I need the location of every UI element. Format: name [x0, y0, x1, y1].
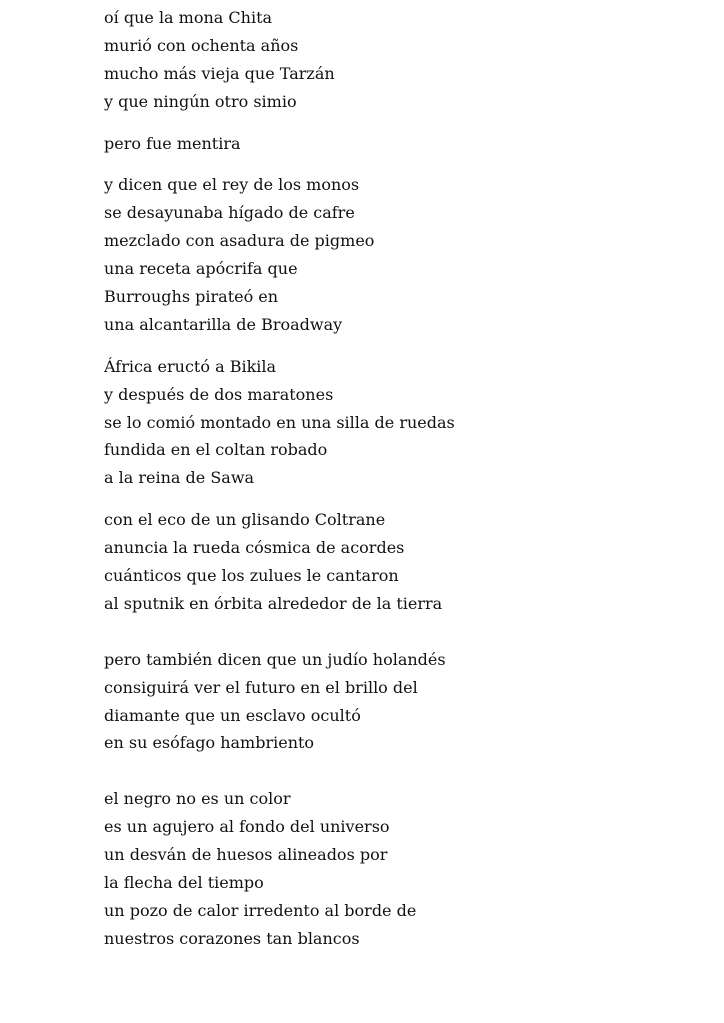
poem-line: diamante que un esclavo ocultó [104, 705, 361, 725]
poem-line: fundida en el coltan robado [104, 440, 328, 460]
poem-line: anuncia la rueda cósmica de acordes [104, 538, 405, 558]
poem-line: un pozo de calor irredento al borde de [104, 900, 417, 920]
stanza-gap [104, 116, 704, 130]
poem-line: el negro no es un color [104, 789, 291, 809]
stanza-gap [104, 492, 704, 506]
poem-line: cuánticos que los zulues le cantaron [104, 566, 399, 586]
poem-line: consiguirá ver el futuro en el brillo del [104, 677, 418, 697]
stanza-2 [104, 130, 704, 158]
poem-line: es un agujero al fondo del universo [104, 817, 390, 837]
poem-line: y que ningún otro simio [104, 91, 297, 111]
poem-line: al sputnik en órbita alrededor de la tierra [104, 593, 443, 613]
poem-line: mucho más vieja que Tarzán [104, 63, 335, 83]
poem-line: se desayunaba hígado de cafre [104, 203, 355, 223]
stanza-1 [104, 4, 704, 116]
poem-line: Burroughs pirateó en [104, 287, 279, 307]
stanza-4 [104, 353, 704, 492]
poem [104, 4, 704, 953]
stanza-gap [104, 757, 704, 785]
stanza-3 [104, 171, 704, 338]
poem-line: murió con ochenta años [104, 35, 299, 55]
poem-line: con el eco de un glisando Coltrane [104, 510, 386, 530]
poem-line: a la reina de Sawa [104, 468, 255, 488]
poem-line: una alcantarilla de Broadway [104, 314, 343, 334]
stanza-6 [104, 646, 704, 758]
poem-line: y dicen que el rey de los monos [104, 175, 360, 195]
poem-line: oí que la mona Chita [104, 8, 273, 27]
stanza-7 [104, 785, 704, 952]
stanza-gap [104, 618, 704, 646]
poem-line: nuestros corazones tan blancos [104, 928, 360, 948]
stanza-gap [104, 157, 704, 171]
poem-line: mezclado con asadura de pigmeo [104, 231, 375, 251]
poem-line: pero también dicen que un judío holandés [104, 649, 446, 669]
stanza-5 [104, 506, 704, 618]
poem-line: se lo comió montado en una silla de ruedas [104, 412, 455, 432]
poem-line: pero fue mentira [104, 133, 241, 153]
poem-line: un desván de huesos alineados por [104, 845, 388, 865]
poem-line: y después de dos maratones [104, 384, 334, 404]
poem-line: África eructó a Bikila [104, 356, 277, 376]
poem-line: la flecha del tiempo [104, 873, 264, 893]
stanza-gap [104, 339, 704, 353]
poem-line: una receta apócrifa que [104, 259, 298, 279]
poem-line: en su esófago hambriento [104, 733, 315, 753]
